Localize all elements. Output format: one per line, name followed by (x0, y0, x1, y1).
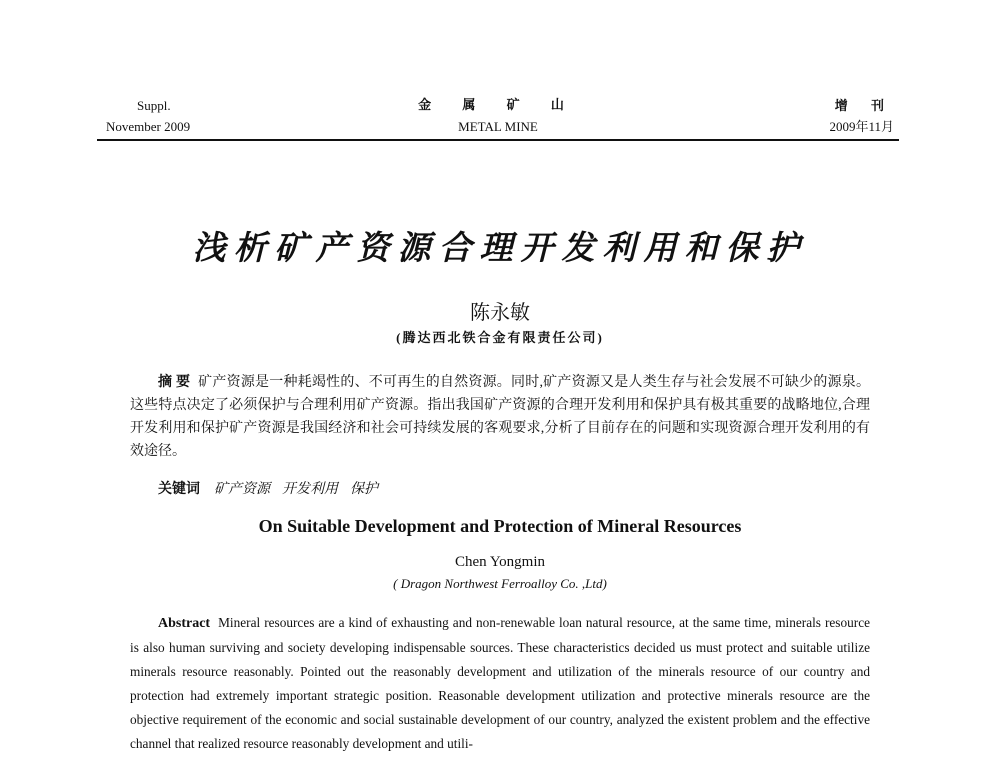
author-en: Chen Yongmin (454, 554, 546, 570)
affiliation-en: ( Dragon Northwest Ferroalloy Co. ,Ltd) (393, 576, 607, 591)
keyword-cn-1: 矿产资源 (214, 482, 270, 497)
header-journal-cn: 金 属 矿 山 (418, 97, 578, 112)
header-suppl: Suppl. (137, 98, 171, 113)
abstract-cn-label: 摘 要 (158, 375, 191, 390)
keywords-cn-label: 关键词 (158, 482, 200, 497)
abstract-en-text: Mineral resources are a kind of exhausting and non-renewable loan natural resource, at the same time, minerals resource is also human surviving and society developing indispensable sources. These characteristics decided us must protect and suitable utilize minerals resource reasonably. Pointed out the reasonably development and utilization of the minerals resource of our country and protection had extremely important strategic position. Reasonable development utilization and protective minerals resource are the objective requirement of the economic and social sustainable development of our country, analyzed the existent problem and the effective channel that realized resource reasonably development and utili- (130, 615, 870, 751)
header-date-en: November 2009 (106, 119, 191, 134)
header-issue-cn: 增 刊 (834, 98, 894, 113)
affiliation-cn: (腾达西北铁合金有限责任公司) (396, 330, 604, 345)
header-date-cn: 2009年11月 (829, 119, 894, 134)
title-en: On Suitable Development and Protection of Mineral Resources (258, 516, 742, 536)
keyword-cn-2: 开发利用 (282, 482, 338, 497)
keyword-cn-3: 保护 (350, 482, 378, 497)
header-journal-en: METAL MINE (458, 119, 538, 134)
abstract-en (130, 611, 870, 756)
abstract-cn-text: 矿产资源是一种耗竭性的、不可再生的自然资源。同时,矿产资源又是人类生存与社会发展不可缺少的源泉。这些特点决定了必须保护与合理利用矿产资源。指出我国矿产资源的合理开发利用和保护具有极其重要的战略地位,合理开发利用和保护矿产资源是我国经济和社会可持续发展的客观要求,分析了目前存在的问题和实现资源合理开发利用的有效途径。 (130, 375, 871, 459)
keywords-cn (158, 478, 858, 501)
abstract-en-label: Abstract (158, 616, 211, 631)
header-rule (97, 139, 899, 141)
author-cn: 陈永敏 (470, 302, 530, 324)
abstract-cn (130, 371, 870, 463)
title-cn: 浅析矿产资源合理开发利用和保护 (192, 231, 808, 267)
